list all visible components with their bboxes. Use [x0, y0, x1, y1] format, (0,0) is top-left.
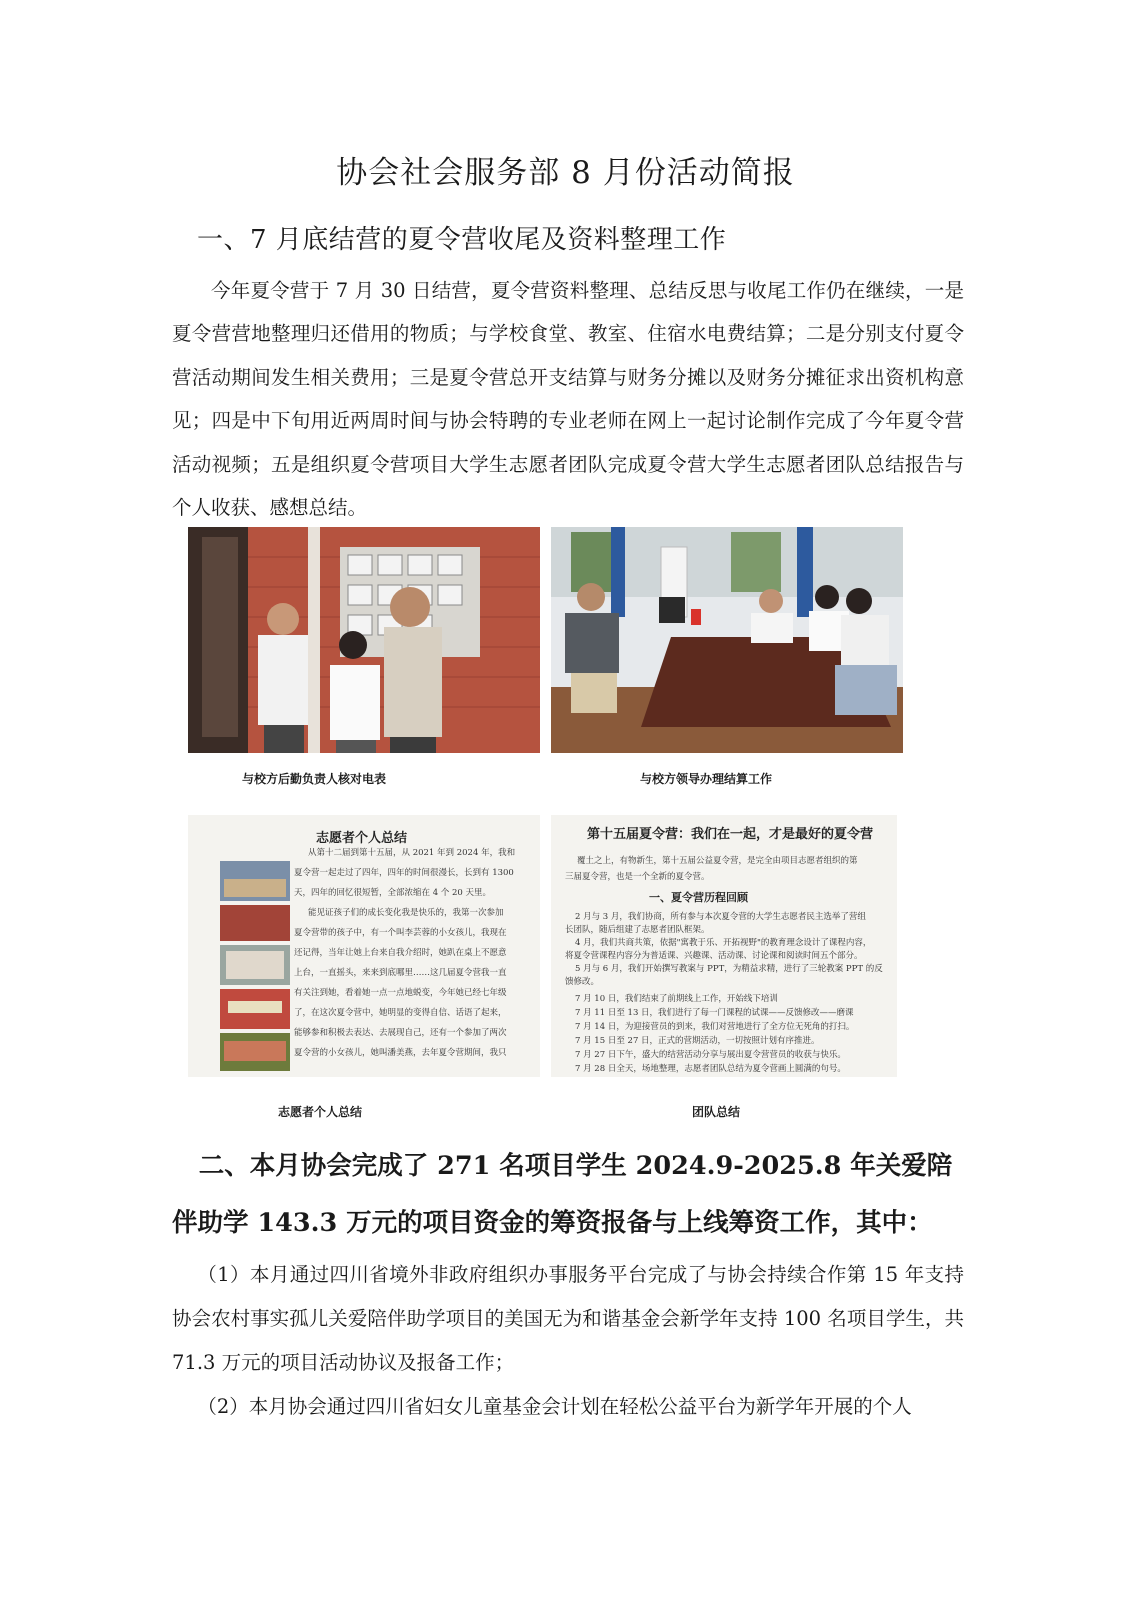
- section1-heading: 一、7 月底结营的夏令营收尾及资料整理工作: [197, 225, 727, 255]
- scan-right-intro: 覆土之上，有物新生，第十五届公益夏令营，是完全由项目志愿者组织的第: [577, 856, 858, 866]
- scan-left-line: 有关注到她，看着她一点一点地蜕变，今年她已经七年级: [294, 988, 507, 998]
- scan-left-line: 夏令营带的孩子中，有一个叫李芸蓉的小女孩儿，我现在: [294, 928, 507, 938]
- scan-left-line: 夏令营一起走过了四年，四年的时间很漫长，长到有 1300: [294, 868, 514, 878]
- scan-right-line: 7 月 15 日至 27 日，正式的营期活动，一切按照计划有序推进。: [575, 1036, 820, 1046]
- scan-left-line: 还记得，当年让她上台来自我介绍时，她趴在桌上不愿意: [294, 948, 507, 958]
- page-title: 协会社会服务部 8 月份活动简报: [336, 155, 795, 191]
- caption-meeting: 与校方领导办理结算工作: [639, 772, 772, 786]
- caption-team-summary: 团队总结: [691, 1105, 740, 1119]
- scan-right-line: 馈修改。: [565, 977, 600, 987]
- scan-left-line: 能够参和积极去表达、去展现自己，还有一个参加了两次: [294, 1028, 507, 1038]
- scan-right-title: 第十五届夏令营：我们在一起，才是最好的夏令营: [587, 827, 874, 842]
- scan-right-line: 将夏令营课程内容分为普适课、兴趣课、活动课、讨论课和阅读时间五个部分。: [565, 951, 863, 961]
- caption-meter-check: 与校方后勤负责人核对电表: [241, 772, 386, 786]
- section2-heading: 二、本月协会完成了 271 名项目学生 2024.9-2025.8 年关爱陪伴助学 143.3 万元的项目资金的筹资报备与上线筹资工作，其中：: [172, 1151, 953, 1238]
- scan-right-line: 7 月 27 日下午，盛大的结营活动分享与展出夏令营营员的收获与快乐。: [575, 1050, 846, 1060]
- caption-volunteer-summary: 志愿者个人总结: [277, 1105, 362, 1119]
- scan-left-title: 志愿者个人总结: [316, 831, 408, 846]
- scan-left-line: 能见证孩子们的成长变化我是快乐的，我第一次参加: [308, 908, 504, 918]
- scan-right-line: 4 月，我们共商共策，依据"寓教于乐、开拓视野"的教育理念设计了课程内容，: [575, 938, 872, 948]
- scan-right-line: 7 月 28 日全天，场地整理，志愿者团队总结为夏令营画上圆满的句号。: [575, 1064, 846, 1074]
- scan-right-line: 2 月与 3 月，我们协商，所有参与本次夏令营的大学生志愿者民主选举了营组: [575, 912, 866, 922]
- photo-meter-check: [188, 527, 540, 753]
- scan-right-line: 长团队，随后组建了志愿者团队框架。: [565, 925, 710, 935]
- scan-right-line: 7 月 10 日，我们结束了前期线上工作，开始线下培训: [575, 994, 778, 1004]
- scan-right-line: 7 月 14 日，为迎接营员的到来，我们对营地进行了全方位无死角的打扫。: [575, 1022, 855, 1032]
- scan-left-line: 夏令营的小女孩儿，她叫潘美燕，去年夏令营期间，我只: [294, 1048, 507, 1058]
- photo-volunteer-summary: [188, 815, 540, 1077]
- meter-check-photo-icon: [188, 527, 540, 753]
- section1-paragraph: 今年夏令营于 7 月 30 日结营，夏令营资料整理、总结反思与收尾工作仍在继续，一是夏令营营地整理归还借用的物质；与学校食堂、教室、住宿水电费结算；二是分别支付夏令营活动期间发生相关费用；三是夏令营总开支结算与财务分摊以及财务分摊征求出资机构意见；四是中下旬用近两周时间与协会特聘的专业老师在网上一起讨论制作完成了今年夏令营活动视频；五是组织夏令营项目大学生志愿者团队完成夏令营大学生志愿者团队总结报告与个人收获、感想总结。: [172, 279, 964, 520]
- section2-item-2: （2）本月协会通过四川省妇女儿童基金会计划在轻松公益平台为新学年开展的个人: [197, 1395, 912, 1418]
- scan-left-line: 了，在这次夏令营中，她明显的变得自信、话语了起来，: [294, 1008, 507, 1018]
- meeting-photo-icon: [551, 527, 903, 753]
- photo-meeting: [551, 527, 903, 753]
- scan-right-subtitle: 一、夏令营历程回顾: [649, 891, 748, 904]
- scan-left-line: 上台，一直摇头，来来到底哪里……这几届夏令营我一直: [294, 968, 507, 978]
- scan-right-intro: 三届夏令营，也是一个全新的夏令营。: [565, 872, 710, 882]
- scan-left-line: 从第十二届到第十五届，从 2021 年到 2024 年，我和: [308, 848, 516, 858]
- section2-item-1: （1）本月通过四川省境外非政府组织办事服务平台完成了与协会持续合作第 15 年支持协会农村事实孤儿关爱陪伴助学项目的美国无为和谐基金会新学年支持 100 名项目学生，共 71.3 万元的项目活动协议及报备工作；: [172, 1263, 964, 1374]
- scan-left-line: 天，四年的回忆很短暂，全部浓缩在 4 个 20 天里。: [294, 888, 492, 898]
- photo-team-summary: [551, 815, 897, 1077]
- scan-right-line: 5 月与 6 月，我们开始撰写教案与 PPT，为精益求精，进行了三轮教案 PPT 的反: [575, 964, 883, 974]
- volunteer-collage-icon: [220, 861, 290, 1071]
- scan-right-line: 7 月 11 日至 13 日，我们进行了每一门课程的试课——反馈修改——磨课: [575, 1008, 854, 1018]
